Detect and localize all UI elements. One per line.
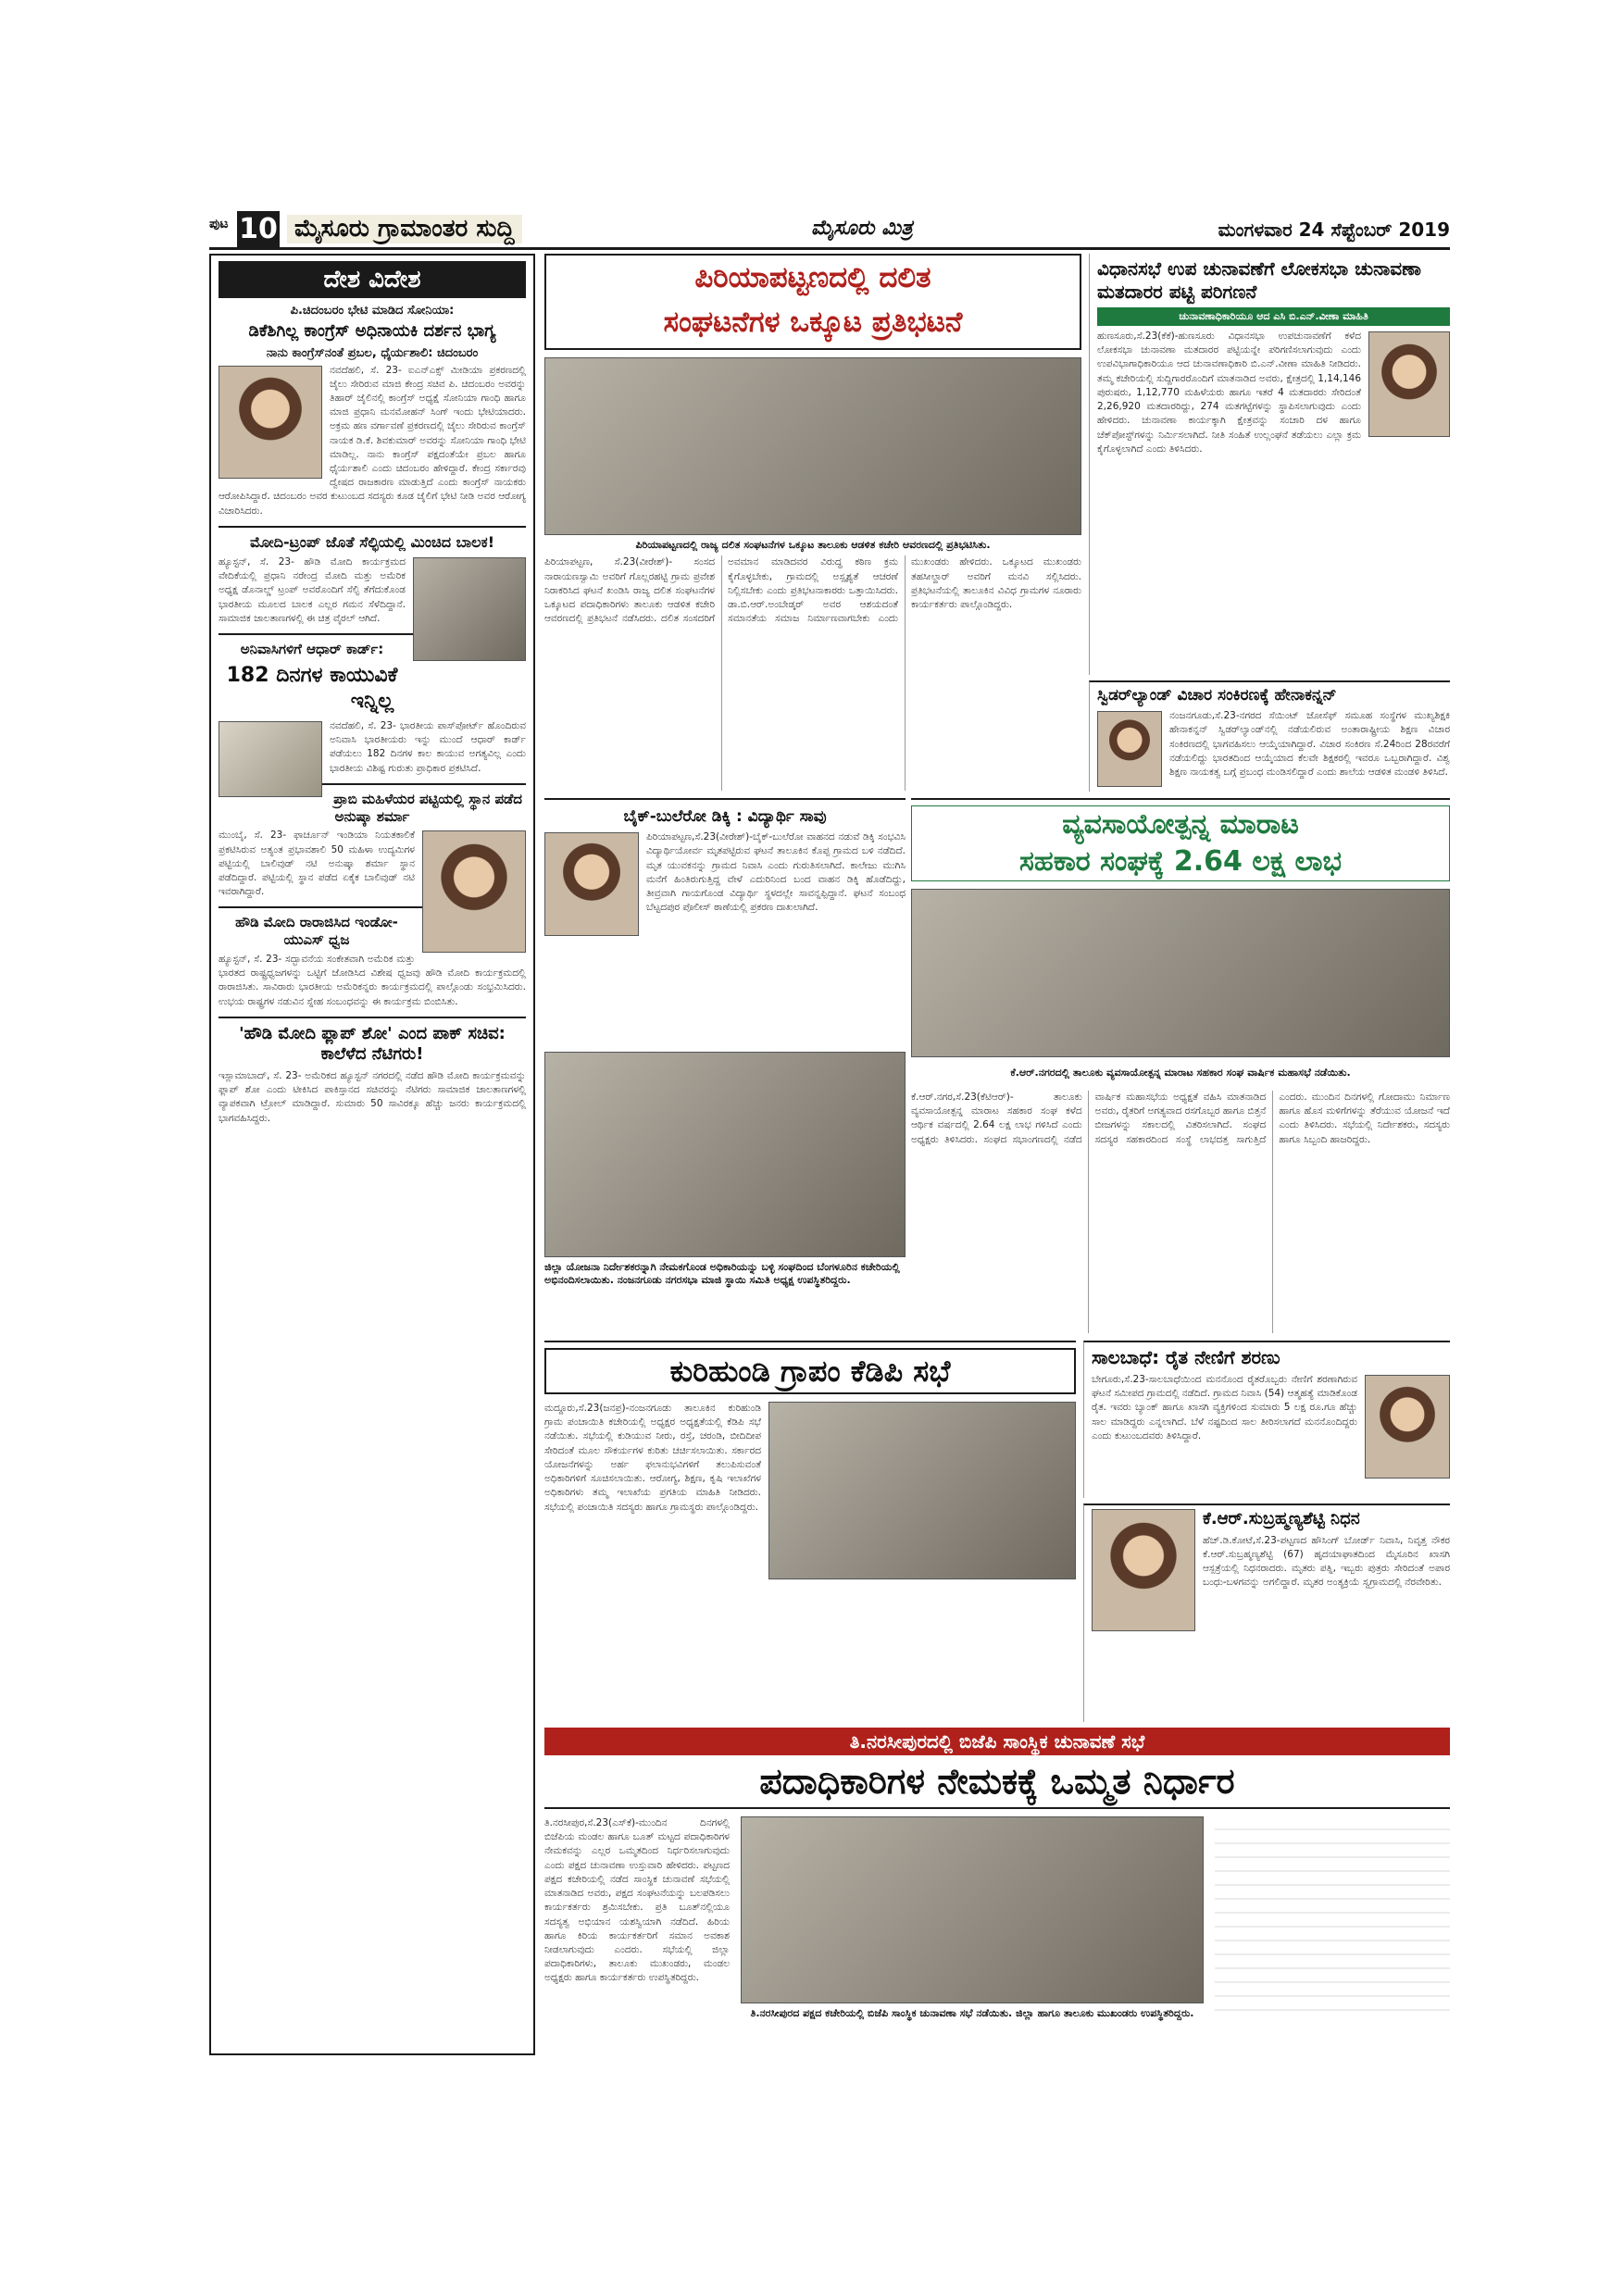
farmer-photo [1365,1375,1450,1479]
veena-photo [1368,331,1450,437]
story-body: ಹ್ಯೂಸ್ಟನ್, ಸೆ. 23- ಸದ್ಭಾವನೆಯ ಸಂಕೇತವಾಗಿ ಅಮೆರಿಕ ಮತ್ತು ಭಾರತದ ರಾಷ್ಟ್ರಧ್ವಜಗಳನ್ನು ಒಟ್ಟಿಗೆ ಜೋಡಿಸಿದ ವಿಶೇಷ ಧ್ವಜವು ಹೌಡಿ ಮೋದಿ ಕಾರ್ಯಕ್ರಮದಲ್ಲಿ ರಾರಾಜಿಸಿತು. ಸಾವಿರಾರು ಭಾರತೀಯ ಅಮೆರಿಕನ್ನರು ಕಾರ್ಯಕ್ರಮದಲ್ಲಿ ಪಾಲ್ಗೊಂಡು ಸಂಭ್ರಮಿಸಿದರು. ಉಭಯ ರಾಷ್ಟ್ರಗಳ ನಡುವಿನ ಸ್ನೇಹ ಸಂಬಂಧವನ್ನು ಈ ಕಾರ್ಯಕ್ರಮ ಬಿಂಬಿಸಿತು. [219,953,526,1007]
story-headline: ಕೆ.ಆರ್.ಸುಬ್ರಹ್ಮಣ್ಯಶೆಟ್ಟಿ ನಿಧನ [1203,1509,1360,1529]
felicitation-photo [544,1052,906,1257]
story-body: ನಂಜನಗೂಡು,ಸೆ.23-ನಗರದ ಸೆಯಿಂಟ್ ಜೋಸೆಫ್ ಸಮೂಹ ಸಂಸ್ಥೆಗಳ ಮುಖ್ಯಶಿಕ್ಷಕಿ ಹೇನಾಕನ್ನನ್ ಸ್ವಿಡರ್‌ಲ್ಯಾಂಡ್‌ನಲ್ಲಿ ನಡೆಯಲಿರುವ ಅಂತಾರಾಷ್ಟ್ರೀಯ ಶಿಕ್ಷಣ ವಿಚಾರ ಸಂಕಿರಣದಲ್ಲಿ ಭಾಗವಹಿಸಲು ಆಯ್ಕೆಯಾಗಿದ್ದಾರೆ. ವಿಚಾರ ಸಂಕಿರಣ ಸೆ.24ರಿಂದ 28ರವರೆಗೆ ನಡೆಯಲಿದ್ದು ಭಾರತದಿಂದ ಆಯ್ಕೆಯಾದ ಕೆಲವೇ ಶಿಕ್ಷಕರಲ್ಲಿ ಇವರೂ ಒಬ್ಬರಾಗಿದ್ದಾರೆ. ವಿಶ್ವ ಶಿಕ್ಷಣ ನಾಯಕತ್ವ ಬಗ್ಗೆ ಪ್ರಬಂಧ ಮಂಡಿಸಲಿದ್ದಾರೆ ಎಂದು ಶಾಲೆಯ ಆಡಳಿತ ಮಂಡಳಿ ತಿಳಿಸಿದೆ. [1169,710,1450,779]
selfie-photo [413,557,526,661]
story-body: ನವದೆಹಲಿ, ಸೆ. 23- ಐಎನ್‌ಎಕ್ಸ್ ಮೀಡಿಯಾ ಪ್ರಕರಣದಲ್ಲಿ ಜೈಲು ಸೇರಿರುವ ಮಾಜಿ ಕೇಂದ್ರ ಸಚಿವ ಪಿ. ಚಿದಂಬರಂ ಅವರನ್ನು ತಿಹಾರ್ ಜೈಲಿನಲ್ಲಿ ಕಾಂಗ್ರೆಸ್ ಅಧ್ಯಕ್ಷೆ ಸೋನಿಯಾ ಗಾಂಧಿ ಹಾಗೂ ಮಾಜಿ ಪ್ರಧಾನಿ ಮನಮೋಹನ್ ಸಿಂಗ್ ಇಂದು ಭೇಟಿಯಾದರು. ಅಕ್ರಮ ಹಣ ವರ್ಗಾವಣೆ ಪ್ರಕರಣದಲ್ಲಿ ಜೈಲು ಸೇರಿರುವ ಕಾಂಗ್ರೆಸ್ ನಾಯಕ ಡಿ.ಕೆ. ಶಿವಕುಮಾರ್ ಅವರನ್ನು ಸೋನಿಯಾ ಗಾಂಧಿ ಭೇಟಿ ಮಾಡಿಲ್ಲ. ನಾನು ಕಾಂಗ್ರೆಸ್ ಪಕ್ಷದಂತೆಯೇ ಪ್ರಬಲ ಹಾಗೂ ಧೈರ್ಯಶಾಲಿ ಎಂದು ಚಿದಂಬರಂ ಹೇಳಿದ್ದಾರೆ. ಕೇಂದ್ರ ಸರ್ಕಾರವು ದ್ವೇಷದ ರಾಜಕಾರಣ ಮಾಡುತ್ತಿದೆ ಎಂದು ಕಾಂಗ್ರೆಸ್ ನಾಯಕರು ಆರೋಪಿಸಿದ್ದಾರೆ. ಚಿದಂಬರಂ ಅವರ ಕುಟುಂಬದ ಸದಸ್ಯರು ಕೂಡ ಜೈಲಿಗೆ ಭೇಟಿ ನೀಡಿ ಅವರ ಆರೋಗ್ಯ ವಿಚಾರಿಸಿದರು. [219,364,526,517]
kdp-meeting-photo [768,1402,1076,1579]
obituary-photo [1092,1509,1195,1631]
headline-line-1: ವ್ಯವಸಾಯೋತ್ಪನ್ನ ಮಾರಾಟ [1062,808,1299,841]
student-photo [544,832,639,936]
story-cooperative [911,798,1450,1067]
story-headline: ಡಿಕೆಶಿಗಿಲ್ಲ ಕಾಂಗ್ರೆಸ್ ಅಧಿನಾಯಕಿ ದರ್ಶನ ಭಾಗ್ಯ [248,321,496,341]
story-kicker: ಅನಿವಾಸಿಗಳಿಗೆ ಆಧಾರ್ ಕಾರ್ಡ್: [240,641,384,657]
story-headline: ಸ್ವಿಡರ್‌ಲ್ಯಾಂಡ್ ವಿಚಾರ ಸಂಕಿರಣಕ್ಕೆ ಹೇನಾಕನ್ನನ್ [1097,686,1337,705]
story-body: ಪಿರಿಯಾಪಟ್ಟಣ,ಸೆ.23(ವೀರೇಶ್)-ಬೈಕ್-ಬುಲೆರೋ ವಾಹನದ ನಡುವೆ ಡಿಕ್ಕಿ ಸಂಭವಿಸಿ ವಿದ್ಯಾರ್ಥಿಯೋರ್ವ ಮೃತಪಟ್ಟಿರುವ ಘಟನೆ ತಾಲೂಕಿನ ಕೊಪ್ಪ ಗ್ರಾಮದ ಬಳಿ ನಡೆದಿದೆ. ಮೃತ ಯುವಕನನ್ನು ಗ್ರಾಮದ ನಿವಾಸಿ ಎಂದು ಗುರುತಿಸಲಾಗಿದೆ. ಕಾಲೇಜು ಮುಗಿಸಿ ಮನೆಗೆ ಹಿಂತಿರುಗುತ್ತಿದ್ದ ವೇಳೆ ಎದುರಿನಿಂದ ಬಂದ ವಾಹನ ಡಿಕ್ಕಿ ಹೊಡೆದಿದ್ದು, ತೀವ್ರವಾಗಿ ಗಾಯಗೊಂಡ ವಿದ್ಯಾರ್ಥಿ ಸ್ಥಳದಲ್ಲೇ ಸಾವನ್ನಪ್ಪಿದ್ದಾನೆ. ಘಟನೆ ಸಂಬಂಧ ಬೆಟ್ಟದಪುರ ಪೊಲೀಸ್ ಠಾಣೆಯಲ್ಲಿ ಪ್ರಕರಣ ದಾಖಲಾಗಿದೆ. [646,831,906,914]
headline-line-2: ಸಂಘಟನೆಗಳ ಒಕ್ಕೂಟ ಪ್ರತಿಭಟನೆ [663,306,963,339]
story-headline [544,254,1081,350]
story-sonia [219,304,526,518]
story-pak-minister [219,1024,526,1126]
meeting-photo [911,889,1450,1057]
story-farmer [1083,1341,1450,1498]
photo-caption: ಕೆ.ಆರ್.ನಗರದಲ್ಲಿ ತಾಲೂಕು ವ್ಯವಸಾಯೋತ್ಪನ್ನ ಮಾರಾಟ ಸಹಕಾರ ಸಂಘ ವಾರ್ಷಿಕ ಮಹಾಸಭೆ ನಡೆಯಿತು. [1010,1067,1351,1079]
section-title: ಮೈಸೂರು ಗ್ರಾಮಾಂತರ ಸುದ್ದಿ [287,215,522,243]
cooperative-caption-wrap [911,1067,1450,1087]
anushka-photo [422,830,526,953]
story-dalita-protest [544,254,1081,791]
headline-line-2: ಸಹಕಾರ ಸಂಘಕ್ಕೆ 2.64 ಲಕ್ಷ ಲಾಭ [1019,845,1342,878]
headline-line-1: ಪಿರಿಯಾಪಟ್ಟಣದಲ್ಲಿ ದಲಿತ [694,261,931,294]
story-body: ಮುಂಬೈ, ಸೆ. 23- ಫಾರ್ಚೂನ್ ಇಂಡಿಯಾ ನಿಯತಕಾಲಿಕೆ ಪ್ರಕಟಿಸಿರುವ ಅತ್ಯಂತ ಪ್ರಭಾವಶಾಲಿ 50 ಮಹಿಳಾ ಉದ್ಯಮಿಗಳ ಪಟ್ಟಿಯಲ್ಲಿ ಬಾಲಿವುಡ್ ನಟಿ ಅನುಷ್ಕಾ ಶರ್ಮಾ ಸ್ಥಾನ ಪಡೆದಿದ್ದಾರೆ. ಪಟ್ಟಿಯಲ್ಲಿ ಸ್ಥಾನ ಪಡೆದ ಏಕೈಕ ಬಾಲಿವುಡ್ ನಟಿ ಇವರಾಗಿದ್ದಾರೆ. [219,830,415,898]
photo-caption: ತಿ.ನರಸೀಪುರದ ಪಕ್ಷದ ಕಚೇರಿಯಲ್ಲಿ ಬಿಜೆಪಿ ಸಾಂಸ್ಥಿಕ ಚುನಾವಣಾ ಸಭೆ ನಡೆಯಿತು. ಜಿಲ್ಲಾ ಹಾಗೂ ತಾಲೂಕು ಮುಖಂಡರು ಉಪಸ್ಥಿತರಿದ್ದರು. [750,2007,1194,2019]
issue-date: ಮಂಗಳವಾರ 24 ಸೆಪ್ಟೆಂಬರ್ 2019 [1218,218,1450,241]
bjp-content [544,1816,1450,2020]
story-headline: 'ಹೌಡಿ ಮೋದಿ ಫ್ಲಾಪ್ ಶೋ' ಎಂದ ಪಾಕ್ ಸಚಿವ: ಕಾಲೆಳೆದ ನೆಟಿಗರು! [239,1023,506,1065]
story-headline: ವಿಧಾನಸಭೆ ಉಪ ಚುನಾವಣೆಗೆ ಲೋಕಸಭಾ ಚುನಾವಣಾ ಮತದಾರರ ಪಟ್ಟಿ ಪರಿಗಣನೆ [1097,257,1421,303]
story-body: ಹೆಚ್.ಡಿ.ಕೋಟೆ,ಸೆ.23-ಪಟ್ಟಣದ ಹೌಸಿಂಗ್ ಬೋರ್ಡ್ ನಿವಾಸಿ, ನಿವೃತ್ತ ನೌಕರ ಕೆ.ಆರ್.ಸುಬ್ರಹ್ಮಣ್ಯಶೆಟ್ಟಿ (67) ಹೃದಯಾಘಾತದಿಂದ ಮೈಸೂರಿನ ಖಾಸಗಿ ಆಸ್ಪತ್ರೆಯಲ್ಲಿ ನಿಧನರಾದರು. ಮೃತರು ಪತ್ನಿ, ಇಬ್ಬರು ಪುತ್ರರು ಸೇರಿದಂತೆ ಅಪಾರ ಬಂಧು-ಬಳಗವನ್ನು ಅಗಲಿದ್ದಾರೆ. ಮೃತರ ಅಂತ್ಯಕ್ರಿಯೆ ಸ್ವಗ್ರಾಮದಲ್ಲಿ ನೆರವೇರಿತು. [1203,1534,1450,1589]
left-column-desha-videsha [209,254,535,2055]
photo-caption: ಪಿರಿಯಾಪಟ್ಟಣದಲ್ಲಿ ರಾಜ್ಯ ದಲಿತ ಸಂಘಟನೆಗಳ ಒಕ್ಕೂಟ ತಾಲೂಕು ಆಡಳಿತ ಕಚೇರಿ ಆವರಣದಲ್ಲಿ ಪ್ರತಿಭಟಿಸಿತು. [635,539,991,551]
story-kicker: ಪಿ.ಚಿದಂಬರಂ ಭೇಟಿ ಮಾಡಿದ ಸೋನಿಯಾ: [290,304,455,318]
sonia-photo [219,366,322,479]
bjp-meeting-photo [741,1816,1204,2003]
story-headline: ಕುರಿಹುಂಡಿ ಗ್ರಾಪಂ ಕೆಡಿಪಿ ಸಭೆ [544,1348,1076,1394]
story-bjp [544,1728,1450,2055]
story-body: ಬೇಗೂರು,ಸೆ.23-ಸಾಲಬಾಧೆಯಿಂದ ಮನನೊಂದ ರೈತರೊಬ್ಬರು ನೇಣಿಗೆ ಶರಣಾಗಿರುವ ಘಟನೆ ಸಮೀಪದ ಗ್ರಾಮದಲ್ಲಿ ನಡೆದಿದೆ. ಗ್ರಾಮದ ನಿವಾಸಿ (54) ಆತ್ಮಹತ್ಯೆ ಮಾಡಿಕೊಂಡ ರೈತ. ಇವರು ಬ್ಯಾಂಕ್ ಹಾಗೂ ಖಾಸಗಿ ವ್ಯಕ್ತಿಗಳಿಂದ ಸುಮಾರು 5 ಲಕ್ಷ ರೂ.ಗೂ ಹೆಚ್ಚು ಸಾಲ ಮಾಡಿದ್ದರು ಎನ್ನಲಾಗಿದೆ. ಬೆಳೆ ನಷ್ಟದಿಂದ ಸಾಲ ತೀರಿಸಲಾಗದೆ ಮನನೊಂದಿದ್ದರು ಎಂದು ಕುಟುಂಬದವರು ತಿಳಿಸಿದ್ದಾರೆ. [1092,1374,1357,1441]
story-headline: ಸಾಲಬಾಧೆ: ರೈತ ನೇಣಿಗೆ ಶರಣು [1092,1346,1280,1368]
story-headline: ಹೌಡಿ ಮೋದಿ ರಾರಾಜಿಸಿದ ಇಂಡೋ-ಯುಎಸ್ ಧ್ವಜ [235,914,398,949]
page-label: ಪುಟ [209,217,229,231]
teacher-photo [1097,711,1162,787]
protest-photo [544,357,1081,535]
cooperative-body-wrap [911,1091,1450,1333]
story-banner: ತಿ.ನರಸೀಪುರದಲ್ಲಿ ಬಿಜೆಪಿ ಸಾಂಸ್ಥಿಕ ಚುನಾವಣೆ ಸಭೆ [544,1728,1450,1755]
story-headline: 182 ದಿನಗಳ ಕಾಯುವಿಕೆ ಇನ್ನಿಲ್ಲ [226,664,398,713]
divider [219,1017,526,1018]
story-headline: ಪದಾಧಿಕಾರಿಗಳ ನೇಮಕಕ್ಕೆ ಒಮ್ಮತ ನಿರ್ಧಾರ [544,1755,1450,1809]
story-selfie [219,533,526,626]
divider [219,526,526,528]
story-body: ಇಸ್ಲಾಮಾಬಾದ್, ಸೆ. 23- ಅಮೆರಿಕದ ಹ್ಯೂಸ್ಟನ್ ನಗರದಲ್ಲಿ ನಡೆದ ಹೌಡಿ ಮೋದಿ ಕಾರ್ಯಕ್ರಮವನ್ನು ಫ್ಲಾಪ್ ಶೋ ಎಂದು ಟೀಕಿಸಿದ ಪಾಕಿಸ್ತಾನದ ಸಚಿವರನ್ನು ನೆಟಿಗರು ಸಾಮಾಜಿಕ ಜಾಲತಾಣಗಳಲ್ಲಿ ವ್ಯಾಪಕವಾಗಿ ಟ್ರೋಲ್ ಮಾಡಿದ್ದಾರೆ. ಸುಮಾರು 50 ಸಾವಿರಕ್ಕೂ ಹೆಚ್ಚು ಜನರು ಕಾರ್ಯಕ್ರಮದಲ್ಲಿ ಭಾಗವಹಿಸಿದ್ದರು. [219,1069,526,1124]
section-banner: ದೇಶ ವಿದೇಶ [219,261,526,298]
story-election [1089,254,1450,675]
story-headline: ಮೋದಿ-ಟ್ರಂಪ್ ಜೊತೆ ಸೆಲ್ಫಿಯಲ್ಲಿ ಮಿಂಚಿದ ಬಾಲಕ! [249,532,495,551]
bjp-column-continuation [1215,1816,1450,2020]
story-body: ಪಿರಿಯಾಪಟ್ಟಣ, ಸೆ.23(ವೀರೇಶ್)- ಸಂಸದ ನಾರಾಯಣಸ್ವಾಮಿ ಅವರಿಗೆ ಗೊಲ್ಲರಹಟ್ಟಿ ಗ್ರಾಮ ಪ್ರವೇಶ ನಿರಾಕರಿಸಿದ ಘಟನೆ ಖಂಡಿಸಿ ರಾಜ್ಯ ದಲಿತ ಸಂಘಟನೆಗಳ ಒಕ್ಕೂಟದ ಪದಾಧಿಕಾರಿಗಳು ತಾಲೂಕು ಆಡಳಿತ ಕಚೇರಿ ಆವರಣದಲ್ಲಿ ಪ್ರತಿಭಟನೆ ನಡೆಸಿದರು. ದಲಿತ ಸಂಸದರಿಗೆ ಅವಮಾನ ಮಾಡಿದವರ ವಿರುದ್ಧ ಕಠಿಣ ಕ್ರಮ ಕೈಗೊಳ್ಳಬೇಕು, ಗ್ರಾಮದಲ್ಲಿ ಅಸ್ಪೃಶ್ಯತೆ ಆಚರಣೆ ನಿಲ್ಲಿಸಬೇಕು ಎಂದು ಪ್ರತಿಭಟನಾಕಾರರು ಒತ್ತಾಯಿಸಿದರು. ಡಾ.ಬಿ.ಆರ್.ಅಂಬೇಡ್ಕರ್ ಅವರ ಆಶಯದಂತೆ ಸಮಾನತೆಯ ಸಮಾಜ ನಿರ್ಮಾಣವಾಗಬೇಕು ಎಂದು ಮುಖಂಡರು ಹೇಳಿದರು. ಒಕ್ಕೂಟದ ಮುಖಂಡರು ತಹಸೀಲ್ದಾರ್ ಅವರಿಗೆ ಮನವಿ ಸಲ್ಲಿಸಿದರು. ಪ್ರತಿಭಟನೆಯಲ್ಲಿ ತಾಲೂಕಿನ ವಿವಿಧ ಗ್ರಾಮಗಳ ನೂರಾರು ಕಾರ್ಯಕರ್ತರು ಪಾಲ್ಗೊಂಡಿದ್ದರು. [544,556,1081,625]
story-headline [911,805,1450,881]
story-body: ತಿ.ನರಸೀಪುರ,ಸೆ.23(ಎಸ್‌ಕೆ)-ಮುಂದಿನ ದಿನಗಳಲ್ಲಿ ಬಿಜೆಪಿಯ ಮಂಡಲ ಹಾಗೂ ಬೂತ್ ಮಟ್ಟದ ಪದಾಧಿಕಾರಿಗಳ ನೇಮಕವನ್ನು ಎಲ್ಲರ ಒಮ್ಮತದಿಂದ ನಿರ್ಧರಿಸಲಾಗುವುದು ಎಂದು ಪಕ್ಷದ ಚುನಾವಣಾ ಉಸ್ತುವಾರಿ ಹೇಳಿದರು. ಪಟ್ಟಣದ ಪಕ್ಷದ ಕಚೇರಿಯಲ್ಲಿ ನಡೆದ ಸಾಂಸ್ಥಿಕ ಚುನಾವಣೆ ಸಭೆಯಲ್ಲಿ ಮಾತನಾಡಿದ ಅವರು, ಪಕ್ಷದ ಸಂಘಟನೆಯನ್ನು ಬಲಪಡಿಸಲು ಕಾರ್ಯಕರ್ತರು ಶ್ರಮಿಸಬೇಕು. ಪ್ರತಿ ಬೂತ್‌ನಲ್ಲಿಯೂ ಸದಸ್ಯತ್ವ ಅಭಿಯಾನ ಯಶಸ್ವಿಯಾಗಿ ನಡೆದಿದೆ. ಹಿರಿಯ ಹಾಗೂ ಕಿರಿಯ ಕಾರ್ಯಕರ್ತರಿಗೆ ಸಮಾನ ಅವಕಾಶ ನೀಡಲಾಗುವುದು ಎಂದರು. ಸಭೆಯಲ್ಲಿ ಜಿಲ್ಲಾ ಪದಾಧಿಕಾರಿಗಳು, ತಾಲೂಕು ಮುಖಂಡರು, ಮಂಡಲ ಅಧ್ಯಕ್ಷರು ಹಾಗೂ ಕಾರ್ಯಕರ್ತರು ಉಪಸ್ಥಿತರಿದ್ದರು. [544,1817,730,1984]
story-headline: ಬೈಕ್-ಬುಲೆರೋ ಡಿಕ್ಕಿ : ವಿದ್ಯಾರ್ಥಿ ಸಾವು [623,807,827,826]
story-body: ಕೆ.ಆರ್.ನಗರ,ಸೆ.23(ಕೆಟಿಆರ್)- ತಾಲೂಕು ವ್ಯವಸಾಯೋತ್ಪನ್ನ ಮಾರಾಟ ಸಹಕಾರ ಸಂಘ ಕಳೆದ ಆರ್ಥಿಕ ವರ್ಷದಲ್ಲಿ 2.64 ಲಕ್ಷ ಲಾಭ ಗಳಿಸಿದೆ ಎಂದು ಅಧ್ಯಕ್ಷರು ತಿಳಿಸಿದರು. ಸಂಘದ ಸಭಾಂಗಣದಲ್ಲಿ ನಡೆದ ವಾರ್ಷಿಕ ಮಹಾಸಭೆಯ ಅಧ್ಯಕ್ಷತೆ ವಹಿಸಿ ಮಾತನಾಡಿದ ಅವರು, ರೈತರಿಗೆ ಅಗತ್ಯವಾದ ರಸಗೊಬ್ಬರ ಹಾಗೂ ಬಿತ್ತನೆ ಬೀಜಗಳನ್ನು ಸಕಾಲದಲ್ಲಿ ವಿತರಿಸಲಾಗಿದೆ. ಸಂಘದ ಸದಸ್ಯರ ಸಹಕಾರದಿಂದ ಸಂಸ್ಥೆ ಲಾಭದತ್ತ ಸಾಗುತ್ತಿದೆ ಎಂದರು. ಮುಂದಿನ ದಿನಗಳಲ್ಲಿ ಗೋದಾಮು ನಿರ್ಮಾಣ ಹಾಗೂ ಹೊಸ ಮಳಿಗೆಗಳನ್ನು ತೆರೆಯುವ ಯೋಜನೆ ಇದೆ ಎಂದು ತಿಳಿಸಿದರು. ಸಭೆಯಲ್ಲಿ ನಿರ್ದೇಶಕರು, ಸದಸ್ಯರು ಹಾಗೂ ಸಿಬ್ಬಂದಿ ಹಾಜರಿದ್ದರು. [911,1092,1450,1145]
story-body: ನವದೆಹಲಿ, ಸೆ. 23- ಭಾರತೀಯ ಪಾಸ್‌ಪೋರ್ಟ್ ಹೊಂದಿರುವ ಅನಿವಾಸಿ ಭಾರತೀಯರು ಇನ್ನು ಮುಂದೆ ಆಧಾರ್ ಕಾರ್ಡ್ ಪಡೆಯಲು 182 ದಿನಗಳ ಕಾಲ ಕಾಯುವ ಅಗತ್ಯವಿಲ್ಲ ಎಂದು ಭಾರತೀಯ ವಿಶಿಷ್ಟ ಗುರುತು ಪ್ರಾಧಿಕಾರ ಪ್ರಕಟಿಸಿದೆ. [330,720,526,774]
bjp-photo-wrap [741,1816,1204,2020]
story-anushka [219,791,526,900]
story-felicitation [544,1052,906,1333]
masthead [209,211,1450,250]
story-headline: ಪ್ರಾಬಿ ಮಹಿಳೆಯರ ಪಟ್ಟಿಯಲ್ಲಿ ಸ್ಥಾನ ಪಡೆದ ಅನುಷ್ಕಾ ಶರ್ಮಾ [333,790,522,825]
newspaper-logo: ಮೈಸೂರು ಮಿತ್ರ [811,217,913,240]
story-tagline: ಚುನಾವಣಾಧಿಕಾರಿಯೂ ಆದ ಎಸಿ ಬಿ.ಎನ್.ವೀಣಾ ಮಾಹಿತಿ [1097,307,1450,326]
story-body: ಹ್ಯೂಸ್ಟನ್, ಸೆ. 23- ಹೌಡಿ ಮೋದಿ ಕಾರ್ಯಕ್ರಮದ ವೇದಿಕೆಯಲ್ಲಿ ಪ್ರಧಾನಿ ನರೇಂದ್ರ ಮೋದಿ ಮತ್ತು ಅಮೆರಿಕ ಅಧ್ಯಕ್ಷ ಡೊನಾಲ್ಡ್ ಟ್ರಂಪ್ ಅವರೊಂದಿಗೆ ಸೆಲ್ಫಿ ತೆಗೆದುಕೊಂಡ ಭಾರತೀಯ ಮೂಲದ ಬಾಲಕ ಎಲ್ಲರ ಗಮನ ಸೆಳೆದಿದ್ದಾನೆ. ಸಾಮಾಜಿಕ ಜಾಲತಾಣಗಳಲ್ಲಿ ಈ ಚಿತ್ರ ವೈರಲ್ ಆಗಿದೆ. [219,555,406,624]
photo-caption: ಜಿಲ್ಲಾ ಯೋಜನಾ ನಿರ್ದೇಶಕರನ್ನಾಗಿ ನೇಮಕಗೊಂಡ ಅಧಿಕಾರಿಯನ್ನು ಬಳ್ಳಿ ಸಂಘದಿಂದ ಬೆಂಗಳೂರಿನ ಕಚೇರಿಯಲ್ಲಿ ಅಭಿನಂದಿಸಲಾಯಿತು. ನಂಜನಗೂಡು ನಗರಸಭಾ ಮಾಜಿ ಸ್ಥಾಯಿ ಸಮಿತಿ ಅಧ್ಯಕ್ಷ ಉಪಸ್ಥಿತರಿದ್ದರು. [544,1261,900,1287]
story-kurihundi [544,1341,1076,1722]
story-seminar [1089,680,1450,792]
story-body: ಹುಣಸೂರು,ಸೆ.23(ಕೆಕೆ)-ಹುಣಸೂರು ವಿಧಾನಸಭಾ ಉಪಚುನಾವಣೆಗೆ ಕಳೆದ ಲೋಕಸಭಾ ಚುನಾವಣಾ ಮತದಾರರ ಪಟ್ಟಿಯನ್ನೇ ಪರಿಗಣಿಸಲಾಗುವುದು ಎಂದು ಉಪವಿಭಾಗಾಧಿಕಾರಿಯೂ ಆದ ಚುನಾವಣಾಧಿಕಾರಿ ಬಿ.ಎನ್.ವೀಣಾ ಮಾಹಿತಿ ನೀಡಿದರು. ತಮ್ಮ ಕಚೇರಿಯಲ್ಲಿ ಸುದ್ದಿಗಾರರೊಂದಿಗೆ ಮಾತನಾಡಿದ ಅವರು, ಕ್ಷೇತ್ರದಲ್ಲಿ 1,14,146 ಪುರುಷರು, 1,12,770 ಮಹಿಳೆಯರು ಹಾಗೂ ಇತರೆ 4 ಮತದಾರರು ಸೇರಿದಂತೆ 2,26,920 ಮತದಾರರಿದ್ದು, 274 ಮತಗಟ್ಟೆಗಳನ್ನು ಸ್ಥಾಪಿಸಲಾಗುವುದು ಎಂದು ಹೇಳಿದರು. ಚುನಾವಣಾ ಕಾರ್ಯಕ್ಕಾಗಿ ಕ್ಷೇತ್ರವನ್ನು ಸಂಚಾರಿ ದಳ ಹಾಗೂ ಚೆಕ್‌ಪೋಸ್ಟ್‌ಗಳನ್ನು ನಿರ್ಮಿಸಲಾಗಿದೆ. ನೀತಿ ಸಂಹಿತೆ ಉಲ್ಲಂಘನೆ ತಡೆಯಲು ಎಲ್ಲಾ ಕ್ರಮ ಕೈಗೊಳ್ಳಲಾಗಿದೆ ಎಂದು ತಿಳಿಸಿದರು. [1097,331,1361,455]
page-number: 10 [237,211,280,248]
story-obituary [1083,1504,1450,1722]
aadhaar-card-photo [219,721,322,797]
story-subhead: ನಾನು ಕಾಂಗ್ರೆಸ್‌ನಂತೆ ಪ್ರಬಲ, ಧೈರ್ಯಶಾಲಿ: ಚಿದಂಬರಂ [266,345,479,360]
story-accident [544,798,906,1048]
story-body: ಮದ್ದೂರು,ಸೆ.23(ಜನಪ್ರ)-ನಂಜನಗೂಡು ತಾಲೂಕಿನ ಕುರಿಹುಂಡಿ ಗ್ರಾಮ ಪಂಚಾಯಿತಿ ಕಚೇರಿಯಲ್ಲಿ ಅಧ್ಯಕ್ಷರ ಅಧ್ಯಕ್ಷತೆಯಲ್ಲಿ ಕೆಡಿಪಿ ಸಭೆ ನಡೆಯಿತು. ಸಭೆಯಲ್ಲಿ ಕುಡಿಯುವ ನೀರು, ರಸ್ತೆ, ಚರಂಡಿ, ಬೀದಿದೀಪ ಸೇರಿದಂತೆ ಮೂಲ ಸೌಕರ್ಯಗಳ ಕುರಿತು ಚರ್ಚಿಸಲಾಯಿತು. ಸರ್ಕಾರದ ಯೋಜನೆಗಳನ್ನು ಅರ್ಹ ಫಲಾನುಭವಿಗಳಿಗೆ ತಲುಪಿಸುವಂತೆ ಅಧಿಕಾರಿಗಳಿಗೆ ಸೂಚಿಸಲಾಯಿತು. ಆರೋಗ್ಯ, ಶಿಕ್ಷಣ, ಕೃಷಿ ಇಲಾಖೆಗಳ ಅಧಿಕಾರಿಗಳು ತಮ್ಮ ಇಲಾಖೆಯ ಪ್ರಗತಿಯ ಮಾಹಿತಿ ನೀಡಿದರು. ಸಭೆಯಲ್ಲಿ ಪಂಚಾಯಿತಿ ಸದಸ್ಯರು ಹಾಗೂ ಗ್ರಾಮಸ್ಥರು ಪಾಲ್ಗೊಂಡಿದ್ದರು. [544,1403,761,1513]
